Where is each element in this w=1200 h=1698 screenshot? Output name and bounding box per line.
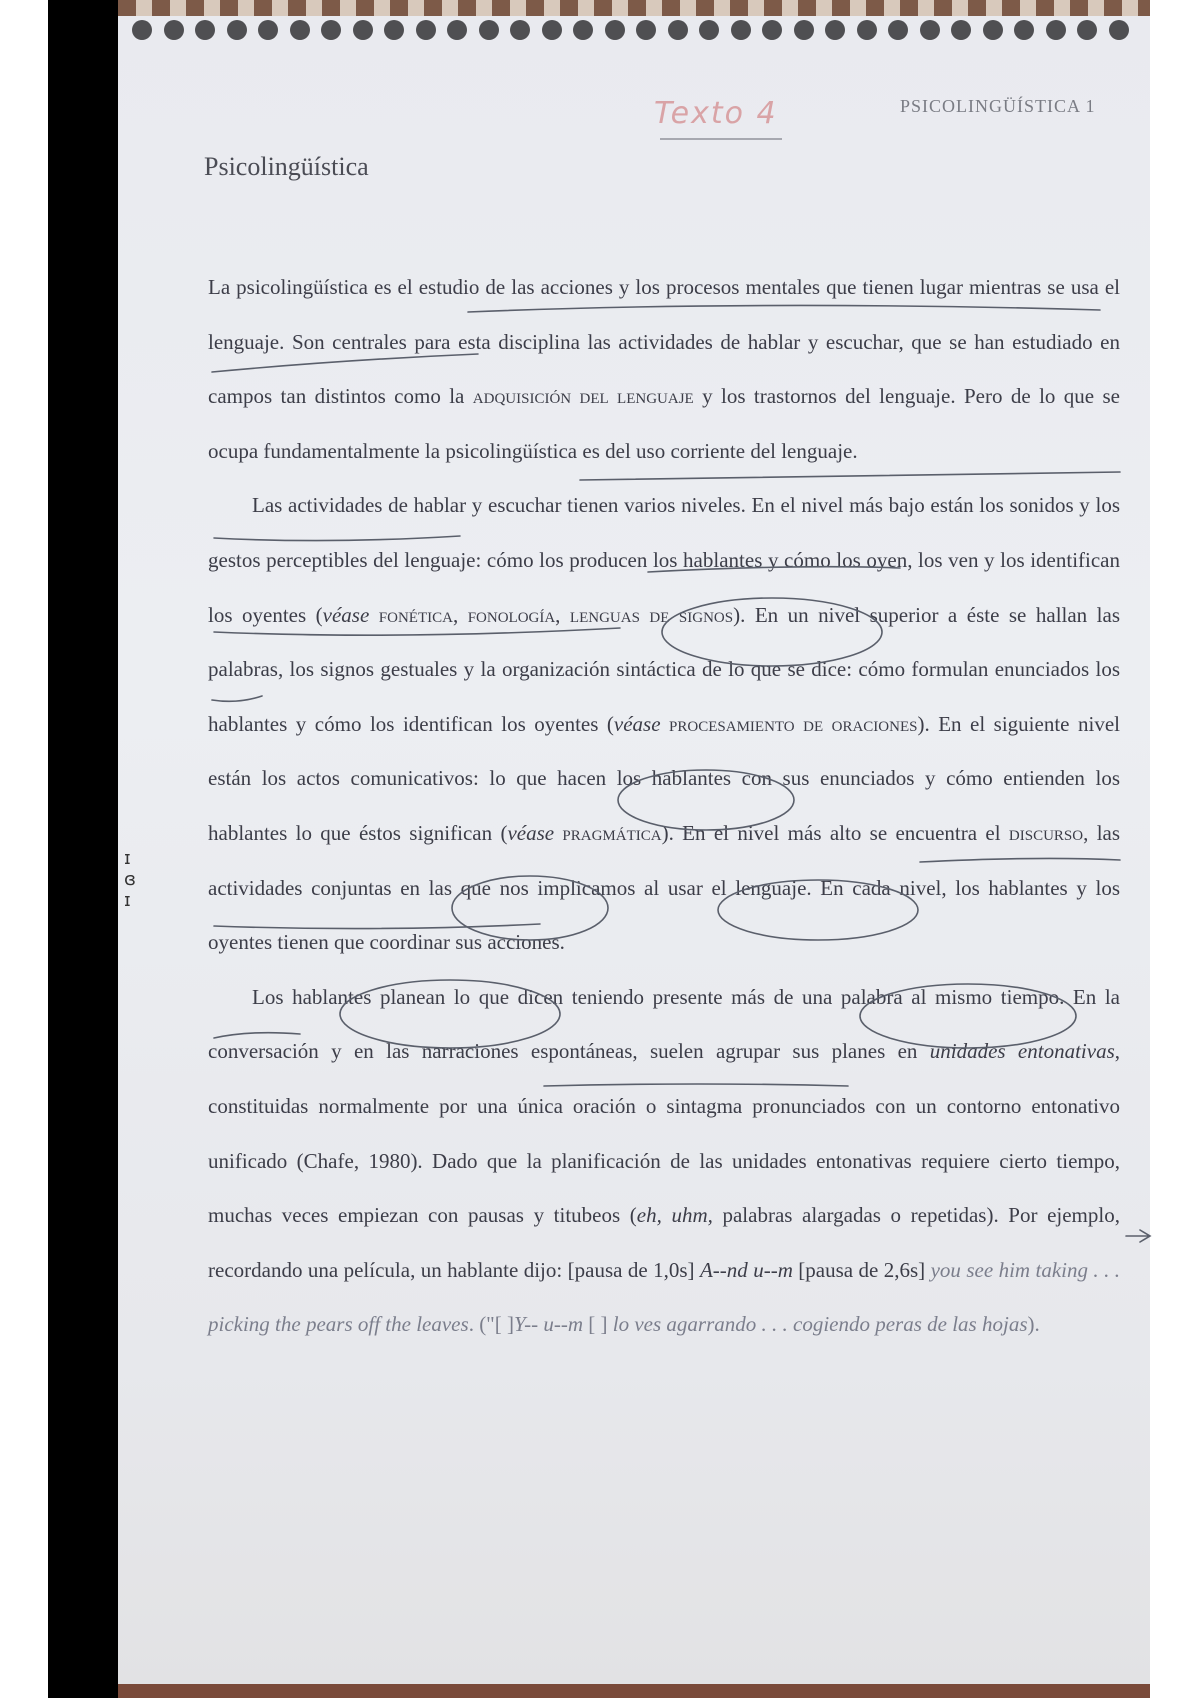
binding-hole xyxy=(857,20,877,40)
p2-text-5: , las actividades conjuntas en las que nos implicamos al usar el lenguaje. En cada nivel, los hablantes y los oyentes tienen que coordinar sus acciones. xyxy=(208,820,1121,955)
paragraph-2 xyxy=(208,478,1120,969)
paragraph-3 xyxy=(208,970,1120,1352)
binding-hole xyxy=(416,20,436,40)
binding-hole xyxy=(573,20,593,40)
binding-hole xyxy=(825,20,845,40)
binding-hole xyxy=(353,20,373,40)
binding-hole xyxy=(447,20,467,40)
binding-hole xyxy=(258,20,278,40)
binding-hole xyxy=(731,20,751,40)
binding-hole xyxy=(227,20,247,40)
p1-text-1: La psicolingüística es el estudio de las acciones y los procesos mentales que tienen lugar mientras se usa el lenguaje. Son centrales para esta disciplina las actividades de hablar y escuchar, que se han estudiado en campos tan distintos como la xyxy=(208,275,1120,409)
binding-hole xyxy=(951,20,971,40)
right-background-strip xyxy=(1150,0,1200,1698)
binding-hole xyxy=(762,20,782,40)
p3-italic-4: you see him taking . . . picking the pears off the leaves xyxy=(208,1257,1120,1337)
p3-italic-3: A--nd u--m xyxy=(699,1257,793,1282)
p2-smallcaps-2: procesamiento de oraciones xyxy=(669,711,918,736)
binding-hole xyxy=(290,20,310,40)
p3-text-3: palabras alargadas o repetidas). Por ejemplo, recordando una película, un hablante dijo: [pausa de 1,0s] xyxy=(208,1203,1120,1282)
p3-text-2: , constituidas normalmente por una única oración o sintagma pronunciados con un contorno entonativo unificado (Chafe, 1980). Dado que la planificación de las unidades entonativas requiere cierto tiempo, muchas veces empiezan con pausas y titubeos ( xyxy=(208,1039,1120,1228)
p2-smallcaps-4: discurso xyxy=(1008,820,1084,845)
binding-hole xyxy=(1046,20,1066,40)
paragraph-1 xyxy=(208,260,1120,478)
p2-text-1: Las actividades de hablar y escuchar tienen varios niveles. En el nivel más bajo están los sonidos y los gestos perceptibles del lenguaje: cómo los producen los hablantes y cómo los oyen, los ven y los identifican los oyentes ( xyxy=(208,493,1120,627)
binding-hole xyxy=(699,20,719,40)
page-title: Psicolingüística xyxy=(204,152,369,181)
binding-hole xyxy=(636,20,656,40)
p2-vease-2: véase xyxy=(613,711,661,736)
binding-hole xyxy=(510,20,530,40)
binding-hole xyxy=(668,20,688,40)
bottom-edge-band xyxy=(118,1684,1150,1698)
p2-vease-1: véase xyxy=(322,602,370,627)
binding-hole xyxy=(605,20,625,40)
p3-text-4: [pausa de 2,6s] xyxy=(792,1257,931,1282)
note-underline xyxy=(660,138,782,140)
p3-text-5: . ("[ ] xyxy=(468,1312,514,1337)
p3-italic-2: eh, uhm, xyxy=(636,1203,713,1228)
handwritten-note: Texto 4 xyxy=(654,96,778,131)
binding-hole xyxy=(542,20,562,40)
binding-hole xyxy=(1014,20,1034,40)
running-head: PSICOLINGÜÍSTICA 1 xyxy=(900,96,1096,116)
p3-italic-1: unidades entonativas xyxy=(929,1039,1115,1064)
binding-hole xyxy=(195,20,215,40)
binding-hole xyxy=(132,20,152,40)
p2-smallcaps-1: fonética, fonología, lenguas de signos xyxy=(378,602,734,627)
binding-hole xyxy=(321,20,341,40)
binding-hole xyxy=(983,20,1003,40)
p2-smallcaps-3: pragmática xyxy=(562,820,662,845)
binding-hole xyxy=(920,20,940,40)
p3-italic-6: lo ves agarrando . . . cogiendo peras de las hojas xyxy=(612,1312,1028,1337)
p3-text-6: [ ] xyxy=(583,1312,613,1337)
p3-text-1: Los hablantes planean lo que dicen teniendo presente más de una palabra al mismo tiempo. En la conversación y en las narraciones espontáneas, suelen agrupar sus planes en xyxy=(208,984,1120,1064)
left-page-edge xyxy=(0,0,48,1698)
p2-text-4: ). En el nivel más alto se encuentra el xyxy=(661,820,1009,845)
p2-text-2: ). En un nivel superior a éste se hallan las palabras, los signos gestuales y la organización sintáctica de lo que se dice: cómo formulan enunciados los hablantes y cómo los identifican los oyentes ( xyxy=(208,602,1120,736)
p1-text-2: y los trastornos del lenguaje. Pero de lo que se ocupa fundamentalmente la psicolingüística es del uso corriente del lenguaje. xyxy=(208,384,1121,463)
binding-hole xyxy=(1077,20,1097,40)
margin-pencil-mark: ɪ ɞ ɪ xyxy=(124,848,136,911)
binding-hole xyxy=(794,20,814,40)
binding-hole xyxy=(1109,20,1129,40)
spiral-binding xyxy=(118,0,1150,16)
binding-hole xyxy=(164,20,184,40)
binding-holes xyxy=(128,20,1148,48)
binding-hole xyxy=(479,20,499,40)
p2-vease-3: véase xyxy=(507,820,555,845)
p2-text-3: ). En el siguiente nivel están los actos comunicativos: lo que hacen los hablantes con sus enunciados y cómo entienden los hablantes lo que éstos significan ( xyxy=(208,711,1120,845)
p1-smallcaps-1: adquisición del lenguaje xyxy=(472,384,694,409)
binding-hole xyxy=(384,20,404,40)
binding-hole xyxy=(888,20,908,40)
p3-italic-5: Y-- u--m xyxy=(514,1312,584,1337)
document-body xyxy=(208,260,1120,1352)
p3-text-7: ). xyxy=(1027,1312,1040,1337)
